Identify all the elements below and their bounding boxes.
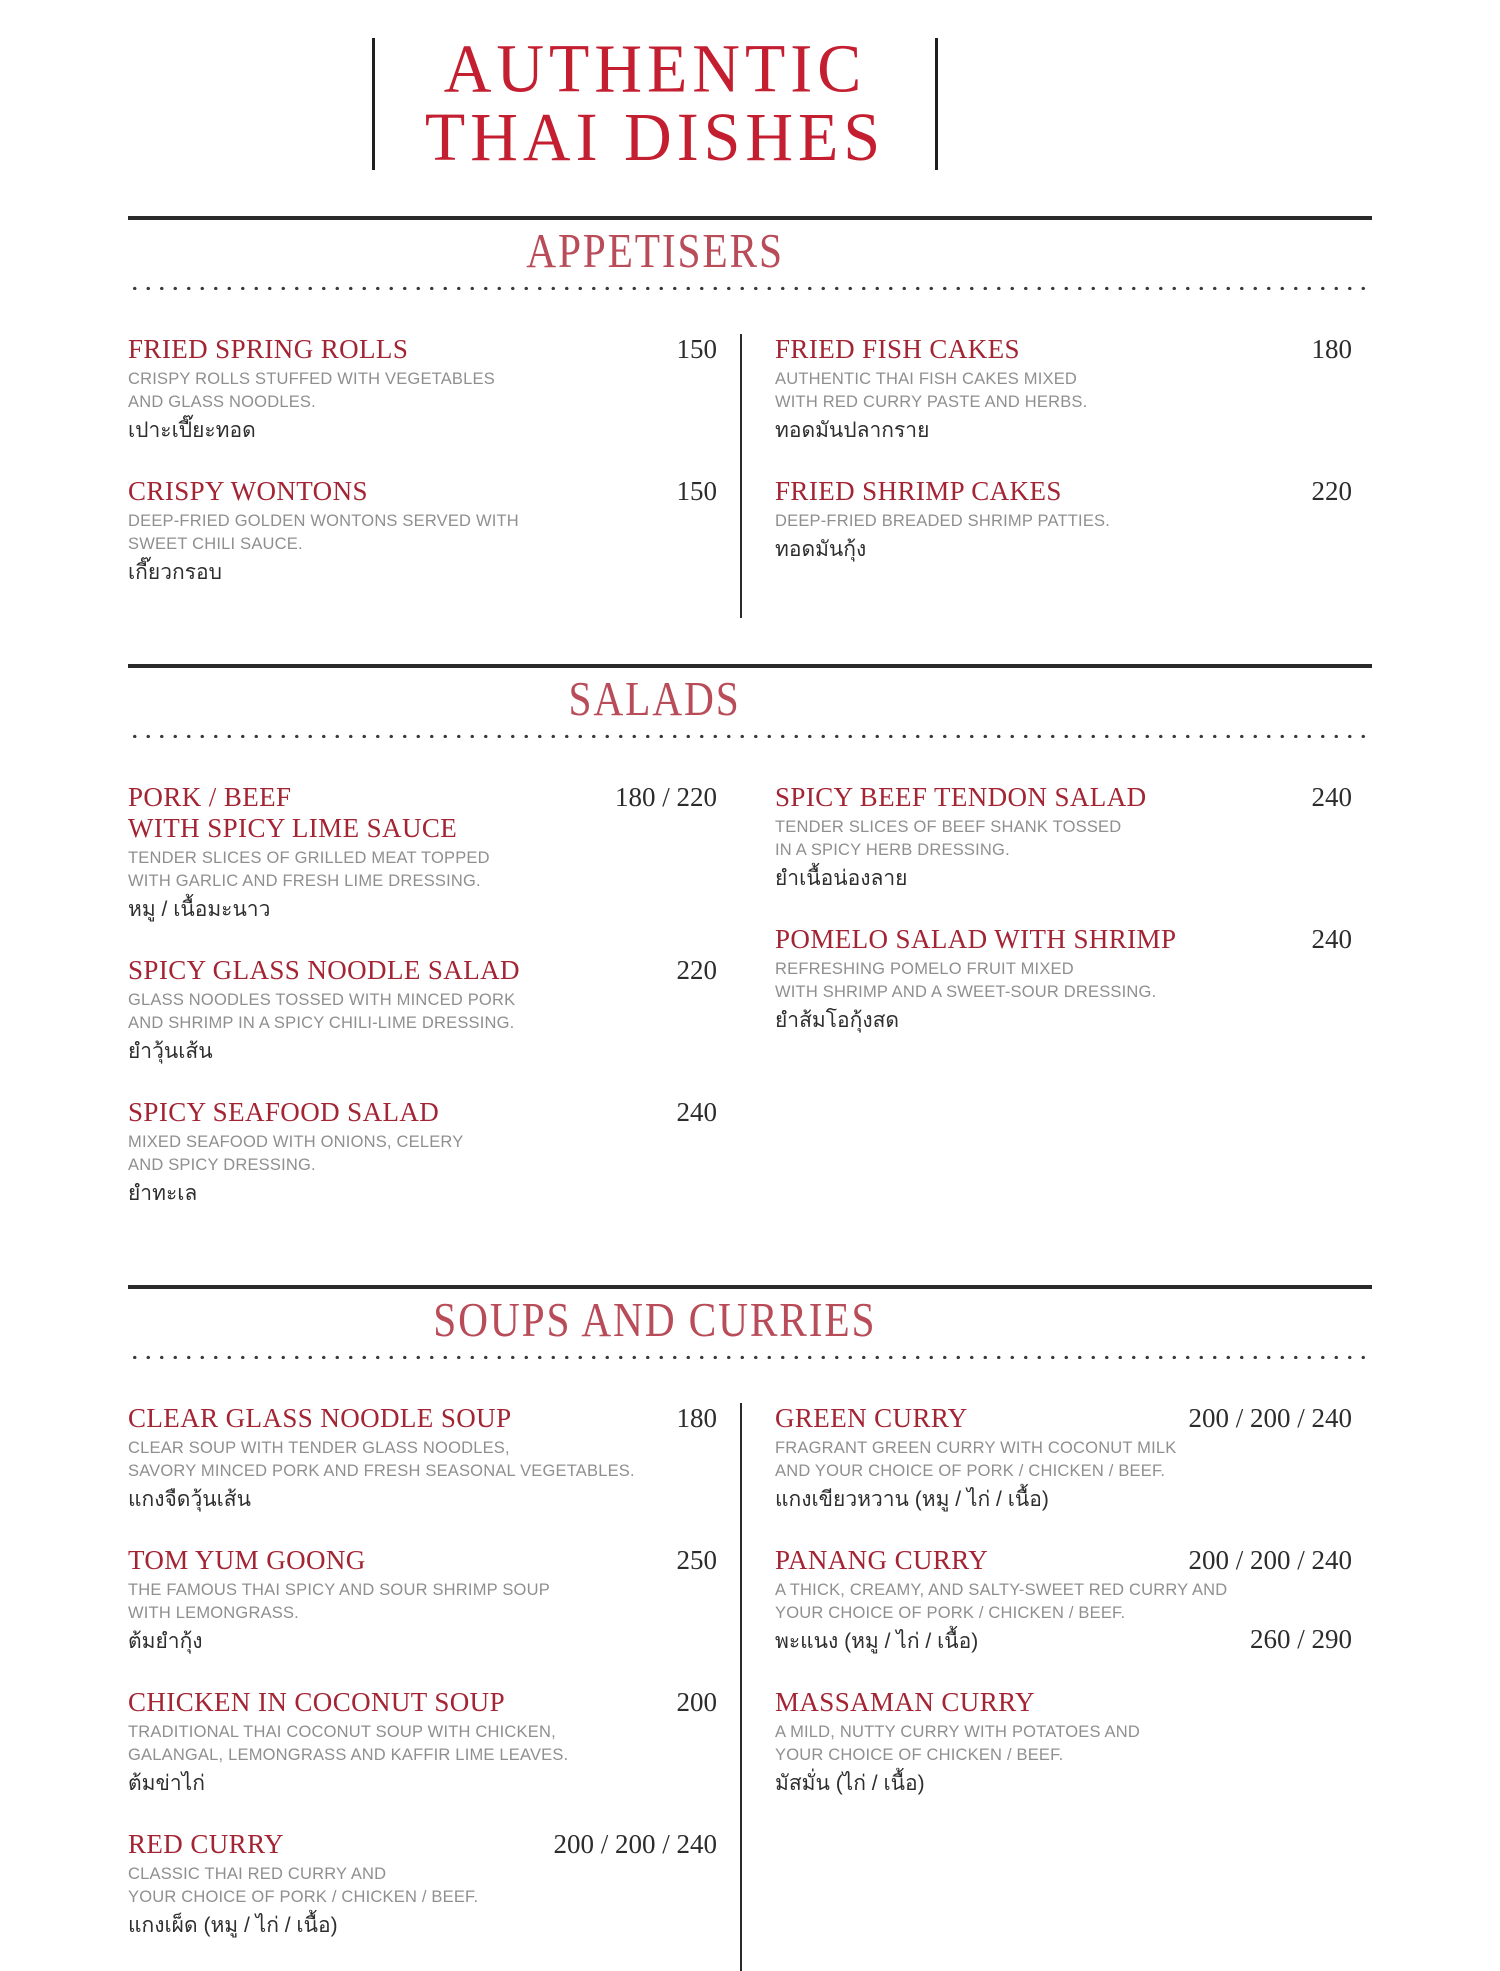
menu-item-name: RED CURRY — [128, 1829, 284, 1859]
section-column-right — [775, 782, 1352, 1239]
menu-item-desc-line: WITH LEMONGRASS. — [128, 1604, 299, 1622]
menu-item-description — [775, 1579, 1352, 1625]
menu-item — [128, 334, 717, 446]
menu-item — [128, 955, 717, 1067]
menu-item-header — [128, 782, 717, 844]
menu-item-header — [128, 334, 717, 365]
menu-section — [128, 1285, 1372, 1971]
menu-item-secondary-price: 260 / 290 — [1249, 1624, 1352, 1654]
menu-item-desc-line: MIXED SEAFOOD WITH ONIONS, CELERY — [128, 1133, 464, 1151]
section-title: SOUPS AND CURRIES — [433, 1293, 877, 1347]
menu-item-header — [775, 334, 1352, 365]
menu-item-desc-line: DEEP-FRIED GOLDEN WONTONS SERVED WITH — [128, 512, 519, 530]
menu-item-name: CLEAR GLASS NOODLE SOUP — [128, 1403, 512, 1433]
menu-item-desc-line: CLEAR SOUP WITH TENDER GLASS NOODLES, — [128, 1439, 510, 1457]
menu-item-desc-line: WITH RED CURRY PASTE AND HERBS. — [775, 393, 1088, 411]
menu-title — [413, 31, 897, 176]
menu-item-price: 200 — [676, 1687, 717, 1717]
menu-item — [775, 782, 1352, 894]
menu-item-desc-line: YOUR CHOICE OF PORK / CHICKEN / BEEF. — [128, 1888, 479, 1906]
menu-item-header — [128, 1097, 717, 1128]
menu-item — [128, 1097, 717, 1209]
menu-item-name: FRIED FISH CAKES — [775, 334, 1020, 364]
menu-item-price: 180 / 220 — [614, 782, 717, 812]
menu-item-desc-line: GLASS NOODLES TOSSED WITH MINCED PORK — [128, 991, 516, 1009]
menu-item-thai-name: ยำส้มโอกุ้งสด — [775, 1009, 900, 1032]
menu-item-description — [128, 1131, 717, 1177]
menu-item — [128, 1403, 717, 1515]
section-column-left — [128, 782, 717, 1239]
menu-item-name: MASSAMAN CURRY — [775, 1687, 1035, 1717]
menu-item-name: PORK / BEEF WITH SPICY LIME SAUCE — [128, 782, 458, 843]
menu-item-header — [128, 1687, 717, 1718]
menu-item-desc-line: YOUR CHOICE OF CHICKEN / BEEF. — [775, 1746, 1064, 1764]
menu-item-header — [775, 1545, 1352, 1576]
menu-item — [775, 476, 1352, 565]
menu-item-desc-line: TRADITIONAL THAI COCONUT SOUP WITH CHICKEN, — [128, 1723, 556, 1741]
menu-item-thai-name: มัสมั่น (ไก่ / เนื้อ) — [775, 1772, 925, 1795]
menu-title-line1: AUTHENTIC — [443, 31, 867, 108]
menu-item — [775, 924, 1352, 1036]
menu-item-thai-name: หมู / เนื้อมะนาว — [128, 898, 271, 921]
section-column-right — [775, 334, 1352, 618]
menu-item-header — [128, 955, 717, 986]
menu-item-price: 220 — [676, 955, 717, 985]
menu-item-thai-name: ต้มข่าไก่ — [128, 1772, 205, 1795]
menu-item-desc-line: AND SPICY DRESSING. — [128, 1156, 316, 1174]
menu-item-desc-line: TENDER SLICES OF BEEF SHANK TOSSED — [775, 818, 1122, 836]
menu-item-name: FRIED SHRIMP CAKES — [775, 476, 1062, 506]
menu-item — [128, 1687, 717, 1799]
menu-item-header — [128, 1829, 717, 1860]
menu-item-desc-line: FRAGRANT GREEN CURRY WITH COCONUT MILK — [775, 1439, 1177, 1457]
section-header — [128, 674, 1182, 724]
section-column-right — [775, 1403, 1352, 1971]
menu-item-description — [128, 989, 717, 1035]
section-column-left — [128, 334, 717, 618]
section-header — [128, 226, 1182, 276]
menu-item-price: 180 — [676, 1403, 717, 1433]
menu-item-description — [128, 847, 717, 893]
menu-item-name: TOM YUM GOONG — [128, 1545, 366, 1575]
title-left-bar — [372, 38, 375, 170]
menu-item-name: POMELO SALAD WITH SHRIMP — [775, 924, 1177, 954]
section-columns — [128, 1403, 1372, 1971]
menu-item-description — [128, 510, 717, 556]
menu-item-thai-name: เกี๊ยวกรอบ — [128, 561, 222, 584]
menu-item-desc-line: TENDER SLICES OF GRILLED MEAT TOPPED — [128, 849, 490, 867]
menu-item-desc-line: DEEP-FRIED BREADED SHRIMP PATTIES. — [775, 512, 1111, 530]
menu-item-thai-name: แกงเผ็ด (หมู / ไก่ / เนื้อ) — [128, 1914, 338, 1937]
menu-item-header — [128, 476, 717, 507]
section-dotted-rule — [128, 1354, 1372, 1359]
menu-item-name: SPICY SEAFOOD SALAD — [128, 1097, 440, 1127]
column-divider — [740, 334, 742, 618]
menu-item-description — [128, 1437, 717, 1483]
menu-item-description — [128, 1579, 717, 1625]
menu-item-price: 220 — [1311, 476, 1352, 506]
menu-item — [128, 1545, 717, 1657]
section-columns — [128, 782, 1372, 1239]
menu-item-desc-line: SAVORY MINCED PORK AND FRESH SEASONAL VEGETABLES. — [128, 1462, 635, 1480]
menu-item-price: 200 / 200 / 240 — [1188, 1403, 1352, 1433]
menu-item-price: 240 — [676, 1097, 717, 1127]
menu-item-price: 150 — [676, 476, 717, 506]
menu-item-desc-line: A THICK, CREAMY, AND SALTY-SWEET RED CURRY AND — [775, 1581, 1228, 1599]
menu-section — [128, 216, 1372, 618]
section-column-left — [128, 1403, 717, 1971]
menu-item-description — [775, 958, 1352, 1004]
menu-item-desc-line: WITH GARLIC AND FRESH LIME DRESSING. — [128, 872, 481, 890]
menu-section — [128, 664, 1372, 1239]
menu-item-desc-line: CRISPY ROLLS STUFFED WITH VEGETABLES — [128, 370, 495, 388]
menu-item-thai-name: ต้มยำกุ้ง — [128, 1630, 203, 1653]
menu-item-description — [775, 510, 1352, 533]
section-dotted-rule — [128, 285, 1372, 290]
menu-item-desc-line: SWEET CHILI SAUCE. — [128, 535, 303, 553]
menu-item-description — [128, 1721, 717, 1767]
menu-item — [775, 1403, 1352, 1515]
menu-item-header — [775, 1687, 1352, 1718]
menu-item-desc-line: A MILD, NUTTY CURRY WITH POTATOES AND — [775, 1723, 1140, 1741]
menu-item — [775, 334, 1352, 446]
menu-item-desc-line: YOUR CHOICE OF PORK / CHICKEN / BEEF. — [775, 1604, 1126, 1622]
menu-item — [775, 1545, 1352, 1657]
menu-item-desc-line: AUTHENTIC THAI FISH CAKES MIXED — [775, 370, 1078, 388]
menu-item — [775, 1687, 1352, 1799]
menu-item-desc-line: THE FAMOUS THAI SPICY AND SOUR SHRIMP SOUP — [128, 1581, 550, 1599]
menu-item-thai-name: ยำวุ้นเส้น — [128, 1040, 213, 1063]
menu-item-name: PANANG CURRY — [775, 1545, 989, 1575]
menu-item-header — [775, 782, 1352, 813]
section-rule — [128, 1285, 1372, 1289]
menu-item-price: 200 / 200 / 240 — [553, 1829, 717, 1859]
menu-item-desc-line: GALANGAL, LEMONGRASS AND KAFFIR LIME LEAVES. — [128, 1746, 569, 1764]
menu-item-thai-name: พะแนง (หมู / ไก่ / เนื้อ) — [775, 1630, 979, 1653]
section-title: APPETISERS — [526, 224, 784, 278]
menu-item-header — [128, 1403, 717, 1434]
menu-item-price: 150 — [676, 334, 717, 364]
menu-item-description — [128, 368, 717, 414]
menu-item-desc-line: IN A SPICY HERB DRESSING. — [775, 841, 1010, 859]
menu-item-desc-line: AND YOUR CHOICE OF PORK / CHICKEN / BEEF. — [775, 1462, 1166, 1480]
menu-item — [128, 1829, 717, 1941]
section-title: SALADS — [568, 672, 742, 726]
menu-item-price: 250 — [676, 1545, 717, 1575]
column-divider — [740, 782, 742, 1239]
menu-item-name: FRIED SPRING ROLLS — [128, 334, 409, 364]
menu-header — [128, 31, 1182, 176]
section-header — [128, 1295, 1182, 1345]
menu-item-desc-line: REFRESHING POMELO FRUIT MIXED — [775, 960, 1074, 978]
menu-item-thai-name: แกงเขียวหวาน (หมู / ไก่ / เนื้อ) — [775, 1488, 1049, 1511]
menu-item-header — [128, 1545, 717, 1576]
menu-item-header — [775, 924, 1352, 955]
menu-item-name: GREEN CURRY — [775, 1403, 968, 1433]
menu-item-name: CRISPY WONTONS — [128, 476, 368, 506]
section-rule — [128, 216, 1372, 220]
menu-item-description — [775, 1721, 1352, 1767]
menu-sections — [128, 216, 1372, 1971]
menu-item-desc-line: AND GLASS NOODLES. — [128, 393, 316, 411]
menu-item-thai-name: ทอดมันปลากราย — [775, 419, 930, 442]
menu-item-desc-line: CLASSIC THAI RED CURRY AND — [128, 1865, 387, 1883]
menu-item — [128, 782, 717, 925]
section-rule — [128, 664, 1372, 668]
menu-item-header — [775, 1403, 1352, 1434]
section-columns — [128, 334, 1372, 618]
menu-item-description — [128, 1863, 717, 1909]
menu-item-description — [775, 816, 1352, 862]
menu-item-name: SPICY BEEF TENDON SALAD — [775, 782, 1147, 812]
menu-item-name-line2: WITH SPICY LIME SAUCE — [128, 813, 458, 843]
menu-item-thai-name: แกงจืดวุ้นเส้น — [128, 1488, 251, 1511]
menu-item-price: 240 — [1311, 924, 1352, 954]
menu-item-name: SPICY GLASS NOODLE SALAD — [128, 955, 520, 985]
menu-item-desc-line: WITH SHRIMP AND A SWEET-SOUR DRESSING. — [775, 983, 1157, 1001]
menu-item-price: 200 / 200 / 240 — [1188, 1545, 1352, 1575]
menu-item-description — [775, 368, 1352, 414]
menu-item-price: 240 — [1311, 782, 1352, 812]
menu-item-desc-line: AND SHRIMP IN A SPICY CHILI-LIME DRESSING. — [128, 1014, 515, 1032]
menu-item-thai-name: ทอดมันกุ้ง — [775, 538, 867, 561]
title-right-bar — [935, 38, 938, 170]
menu-title-line2: THAI DISHES — [424, 99, 886, 176]
section-dotted-rule — [128, 733, 1372, 738]
menu-item-description — [775, 1437, 1352, 1483]
menu-item — [128, 476, 717, 588]
menu-item-price: 180 — [1311, 334, 1352, 364]
menu-item-thai-name: เปาะเปี๊ยะทอด — [128, 419, 256, 442]
menu-item-thai-name: ยำเนื้อน่องลาย — [775, 867, 908, 890]
menu-item-header — [775, 476, 1352, 507]
menu-item-name: CHICKEN IN COCONUT SOUP — [128, 1687, 505, 1717]
menu-item-thai-name: ยำทะเล — [128, 1182, 198, 1205]
column-divider — [740, 1403, 742, 1971]
